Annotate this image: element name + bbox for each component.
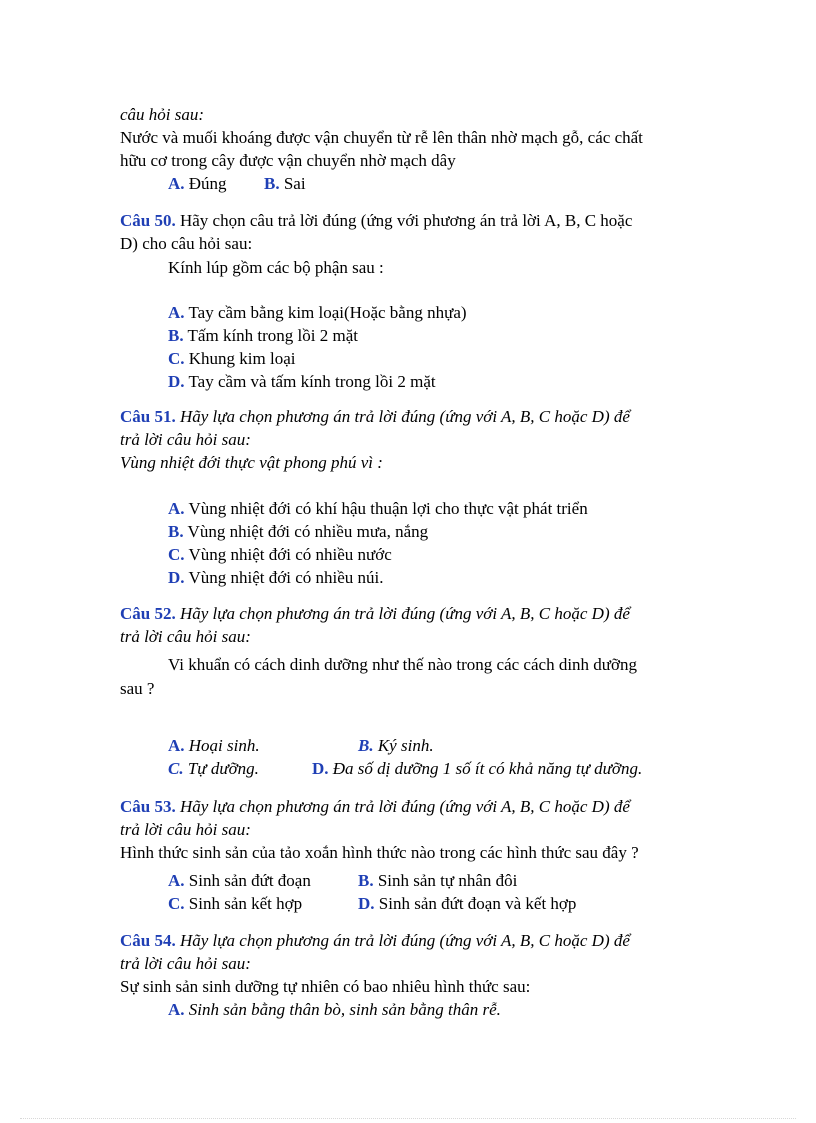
question-number: Câu 52. xyxy=(120,604,176,623)
option-letter: D. xyxy=(168,568,185,587)
option-text: Sinh sản tự nhân đôi xyxy=(377,871,518,890)
option-text: Sinh sản kết hợp xyxy=(188,894,303,913)
question-50-stem: Kính lúp gồm các bộ phận sau : xyxy=(168,258,384,277)
option-letter: C. xyxy=(168,894,185,913)
question-51-option-d xyxy=(168,567,384,588)
option-letter: B. xyxy=(358,871,374,890)
question-53-stem: Hình thức sinh sản của tảo xoắn hình thức nào trong các hình thức sau đây ? xyxy=(120,843,639,862)
option-letter: B. xyxy=(358,736,374,755)
option-text: Sinh sản bằng thân bò, sinh sản bằng thân rễ. xyxy=(188,1000,501,1019)
option-text: Sinh sản đứt đoạn xyxy=(188,871,311,890)
question-53-instruction-2: trả lời câu hỏi sau: xyxy=(120,820,251,839)
option-letter: C. xyxy=(168,545,185,564)
option-letter: A. xyxy=(168,499,185,518)
question-instruction: Hãy lựa chọn phương án trả lời đúng (ứng với A, B, C hoặc D) để xyxy=(179,407,630,426)
option-letter: B. xyxy=(168,326,184,345)
question-53-heading xyxy=(120,796,630,817)
question-50-instruction-2: D) cho câu hỏi sau: xyxy=(120,234,253,253)
page-bottom-rule xyxy=(20,1118,796,1119)
question-51-option-b xyxy=(168,521,428,542)
option-letter: A. xyxy=(168,303,185,322)
question-51-heading xyxy=(120,406,630,427)
option-text: Sai xyxy=(283,174,306,193)
option-text: Tay cầm bằng kim loại(Hoặc bằng nhựa) xyxy=(188,303,467,322)
question-51-stem: Vùng nhiệt đới thực vật phong phú vì : xyxy=(120,453,383,472)
question-number: Câu 50. xyxy=(120,211,176,230)
option-text: Tự dưỡng. xyxy=(187,759,259,778)
question-53-option-c xyxy=(168,893,302,914)
option-text: Khung kim loại xyxy=(188,349,296,368)
option-letter: A. xyxy=(168,1000,185,1019)
option-letter: A. xyxy=(168,174,185,193)
question-number: Câu 51. xyxy=(120,407,176,426)
option-letter: D. xyxy=(358,894,375,913)
option-text: Ký sinh. xyxy=(377,736,434,755)
option-text: Vùng nhiệt đới có nhiều núi. xyxy=(188,568,384,587)
option-letter: A. xyxy=(168,871,185,890)
prev-statement-line-2: hữu cơ trong cây được vận chuyển nhờ mạch dây xyxy=(120,151,456,170)
option-letter: C. xyxy=(168,349,185,368)
prev-option-b xyxy=(264,173,306,194)
question-instruction: Hãy lựa chọn phương án trả lời đúng (ứng với A, B, C hoặc D) để xyxy=(179,604,630,623)
question-instruction: Hãy lựa chọn phương án trả lời đúng (ứng với A, B, C hoặc D) để xyxy=(179,797,630,816)
question-instruction: Hãy chọn câu trả lời đúng (ứng với phương án trả lời A, B, C hoặc xyxy=(179,211,633,230)
question-number: Câu 54. xyxy=(120,931,176,950)
question-52-stem-2: sau ? xyxy=(120,679,155,698)
prev-option-a xyxy=(168,173,227,194)
question-52-instruction-2: trả lời câu hỏi sau: xyxy=(120,627,251,646)
question-54-heading xyxy=(120,930,630,951)
question-54-instruction-2: trả lời câu hỏi sau: xyxy=(120,954,251,973)
question-number: Câu 53. xyxy=(120,797,176,816)
question-50-option-b xyxy=(168,325,358,346)
option-text: Vùng nhiệt đới có nhiều nước xyxy=(188,545,392,564)
option-letter: D. xyxy=(168,372,185,391)
option-letter: B. xyxy=(168,522,184,541)
option-text: Đúng xyxy=(188,174,227,193)
question-53-option-b xyxy=(358,870,517,891)
option-text: Vùng nhiệt đới có nhiều mưa, nắng xyxy=(187,522,429,541)
question-54-option-a xyxy=(168,999,501,1020)
option-text: Hoại sinh. xyxy=(188,736,260,755)
option-letter: B. xyxy=(264,174,280,193)
question-instruction: Hãy lựa chọn phương án trả lời đúng (ứng với A, B, C hoặc D) để xyxy=(179,931,630,950)
question-53-option-a xyxy=(168,870,311,891)
question-52-stem-1: Vi khuẩn có cách dinh dưỡng như thế nào trong các cách dinh dưỡng xyxy=(168,655,637,674)
option-text: Vùng nhiệt đới có khí hậu thuận lợi cho thực vật phát triển xyxy=(188,499,588,518)
question-51-instruction-2: trả lời câu hỏi sau: xyxy=(120,430,251,449)
question-50-option-c xyxy=(168,348,296,369)
option-letter: A. xyxy=(168,736,185,755)
question-54-stem: Sự sinh sản sinh dưỡng tự nhiên có bao nhiêu hình thức sau: xyxy=(120,977,531,996)
option-text: Tấm kính trong lồi 2 mặt xyxy=(187,326,358,345)
question-52-option-c xyxy=(168,758,259,779)
question-50-option-a xyxy=(168,302,467,323)
option-text: Sinh sản đứt đoạn và kết hợp xyxy=(378,894,577,913)
option-text: Tay cầm và tấm kính trong lồi 2 mặt xyxy=(188,372,436,391)
question-51-option-c xyxy=(168,544,392,565)
question-52-option-a xyxy=(168,735,260,756)
option-text: Đa số dị dưỡng 1 số ít có khả năng tự dưỡng. xyxy=(332,759,643,778)
question-50-heading xyxy=(120,210,632,231)
question-51-option-a xyxy=(168,498,588,519)
question-52-option-d xyxy=(312,758,642,779)
option-letter: C. xyxy=(168,759,184,778)
question-52-option-b xyxy=(358,735,434,756)
prev-question-tail: câu hỏi sau: xyxy=(120,105,205,124)
question-52-heading xyxy=(120,603,630,624)
question-50-option-d xyxy=(168,371,436,392)
option-letter: D. xyxy=(312,759,329,778)
prev-statement-line-1: Nước và muối khoáng được vận chuyển từ rễ lên thân nhờ mạch gỗ, các chất xyxy=(120,128,643,147)
question-53-option-d xyxy=(358,893,576,914)
